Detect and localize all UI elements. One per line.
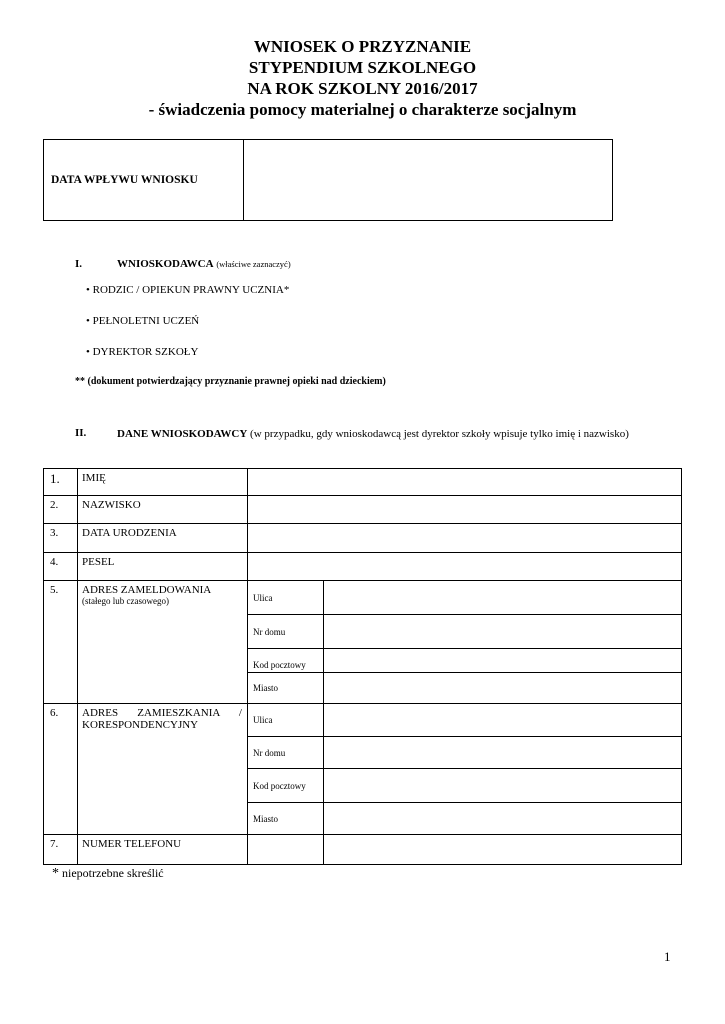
residence-address-label: ADRES ZAMIESZKANIA / KORESPONDENCYJNY bbox=[78, 704, 248, 835]
row-number: 2. bbox=[44, 496, 78, 524]
table-row bbox=[44, 553, 682, 581]
bullet-icon: • bbox=[86, 315, 90, 327]
applicant-data-table bbox=[43, 468, 682, 865]
option-school-director[interactable] bbox=[86, 346, 198, 358]
residence-house-field[interactable] bbox=[324, 737, 682, 769]
section-2-number: II. bbox=[75, 427, 87, 439]
first-name-field[interactable] bbox=[248, 469, 682, 496]
pesel-label: PESEL bbox=[78, 553, 248, 581]
option-adult-student-label: PEŁNOLETNI UCZEŃ bbox=[92, 315, 200, 327]
phone-label: NUMER TELEFONU bbox=[78, 835, 248, 865]
row-number: 7. bbox=[44, 835, 78, 865]
title-line-3: NA ROK SZKOLNY 2016/2017 bbox=[247, 79, 478, 98]
option-parent-label: RODZIC / OPIEKUN PRAWNY UCZNIA* bbox=[92, 284, 290, 296]
house-number-label: Nr domu bbox=[248, 615, 324, 649]
house-number-label: Nr domu bbox=[248, 737, 324, 769]
postal-code-label: Kod pocztowy bbox=[248, 769, 324, 803]
row-number: 1. bbox=[44, 469, 78, 496]
pesel-field[interactable] bbox=[248, 553, 682, 581]
section-1-number: I. bbox=[75, 258, 83, 270]
registered-postal-field[interactable] bbox=[324, 649, 682, 673]
table-row bbox=[44, 835, 682, 865]
asterisk: * bbox=[52, 866, 59, 881]
section-2-heading bbox=[117, 427, 673, 441]
last-name-label: NAZWISKO bbox=[78, 496, 248, 524]
document-title bbox=[0, 36, 725, 120]
guardianship-note: ** (dokument potwierdzający przyznanie prawnej opieki nad dzieckiem) bbox=[75, 376, 386, 387]
row-number: 5. bbox=[44, 581, 78, 704]
street-label: Ulica bbox=[248, 704, 324, 737]
registered-house-field[interactable] bbox=[324, 615, 682, 649]
table-row bbox=[44, 469, 682, 496]
phone-field[interactable] bbox=[324, 835, 682, 865]
section-1-heading bbox=[117, 258, 291, 270]
phone-subcell[interactable] bbox=[248, 835, 324, 865]
registered-city-field[interactable] bbox=[324, 673, 682, 704]
table-row bbox=[44, 524, 682, 553]
section-1-hint: (właściwe zaznaczyć) bbox=[216, 259, 291, 269]
street-label: Ulica bbox=[248, 581, 324, 615]
last-name-field[interactable] bbox=[248, 496, 682, 524]
residence-city-field[interactable] bbox=[324, 803, 682, 835]
date-received-field[interactable] bbox=[244, 140, 613, 221]
first-name-label: IMIĘ bbox=[78, 469, 248, 496]
date-received-box bbox=[43, 139, 613, 221]
section-2-title: DANE WNIOSKODAWCY bbox=[117, 428, 248, 440]
title-line-2: STYPENDIUM SZKOLNEGO bbox=[248, 58, 477, 77]
title-line-4: - świadczenia pomocy materialnej o charakterze socjalnym bbox=[148, 100, 577, 119]
bullet-icon: • bbox=[86, 346, 90, 358]
bullet-icon: • bbox=[86, 284, 90, 296]
footnote-text: niepotrzebne skreślić bbox=[62, 866, 164, 880]
birth-date-label: DATA URODZENIA bbox=[78, 524, 248, 553]
table-row bbox=[44, 496, 682, 524]
option-parent[interactable] bbox=[86, 284, 289, 296]
row-number: 6. bbox=[44, 704, 78, 835]
table-row bbox=[44, 704, 682, 737]
footnote bbox=[52, 866, 164, 882]
residence-postal-field[interactable] bbox=[324, 769, 682, 803]
residence-street-field[interactable] bbox=[324, 704, 682, 737]
date-received-label: DATA WPŁYWU WNIOSKU bbox=[44, 140, 244, 221]
row-number: 3. bbox=[44, 524, 78, 553]
table-row bbox=[44, 581, 682, 615]
section-1-title: WNIOSKODAWCA bbox=[117, 258, 214, 270]
section-2-description: (w przypadku, gdy wnioskodawcą jest dyrektor szkoły wpisuje tylko imię i nazwisko) bbox=[250, 428, 629, 440]
postal-code-label: Kod pocztowy bbox=[248, 649, 324, 673]
title-line-1: WNIOSEK O PRZYZNANIE bbox=[253, 37, 472, 56]
registered-address-note: (stałego lub czasowego) bbox=[82, 596, 169, 606]
city-label: Miasto bbox=[248, 803, 324, 835]
page-number: 1 bbox=[664, 949, 671, 964]
birth-date-field[interactable] bbox=[248, 524, 682, 553]
city-label: Miasto bbox=[248, 673, 324, 704]
registered-street-field[interactable] bbox=[324, 581, 682, 615]
row-number: 4. bbox=[44, 553, 78, 581]
registered-address-title: ADRES ZAMELDOWANIA bbox=[82, 584, 212, 596]
registered-address-label bbox=[78, 581, 248, 704]
option-school-director-label: DYREKTOR SZKOŁY bbox=[92, 346, 199, 358]
option-adult-student[interactable] bbox=[86, 315, 199, 327]
